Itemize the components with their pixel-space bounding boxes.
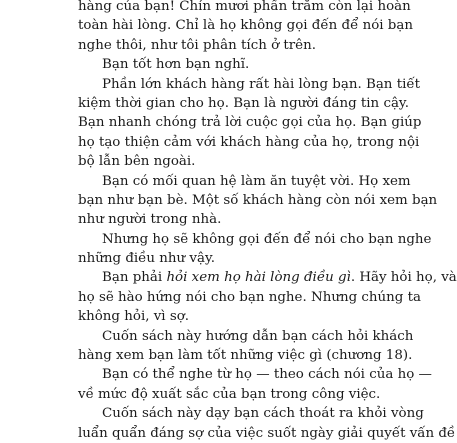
emphasis-text: hỏi xem họ hài lòng điều gì <box>166 270 351 286</box>
text-line-22: Cuốn sách này dạy bạn cách thoát ra khỏi vòng <box>102 406 424 422</box>
text-line-11: bạn như bạn bè. Một số khách hàng còn nói xem bạn <box>78 192 438 208</box>
text-line-15-post: . Hãy hỏi họ, và <box>350 270 457 286</box>
text-line-16: họ sẽ hào hứng nói cho bạn nghe. Nhưng chúng ta <box>78 289 421 305</box>
text-line-18: Cuốn sách này hướng dẫn bạn cách hỏi khách <box>102 328 414 344</box>
text-line-3: nghe thôi, như tôi phân tích ở trên. <box>78 37 316 53</box>
text-line-19: hàng xem bạn làm tốt những việc gì (chương 18). <box>78 348 413 364</box>
text-line-6: kiệm thời gian cho họ. Bạn là người đáng tin cậy. <box>78 95 409 111</box>
text-line-23: luẩn quẩn đáng sợ của việc suốt ngày giải quyết vấn đề <box>78 425 456 441</box>
text-line-4: Bạn tốt hơn bạn nghĩ. <box>102 57 250 73</box>
text-line-7: Bạn nhanh chóng trả lời cuộc gọi của họ. Bạn giúp <box>78 115 422 131</box>
text-line-15-pre: Bạn phải <box>102 270 167 286</box>
page-body-text <box>78 0 457 443</box>
text-line-14: những điều như vậy. <box>78 251 216 267</box>
text-line-17: không hỏi, vì sợ. <box>78 309 190 325</box>
text-line-21: về mức độ xuất sắc của bạn trong công việc. <box>78 386 381 402</box>
text-line-5: Phần lớn khách hàng rất hài lòng bạn. Bạn tiết <box>102 76 420 92</box>
text-line-10: Bạn có mối quan hệ làm ăn tuyệt vời. Họ xem <box>102 173 411 189</box>
text-line-9: bộ lẫn bên ngoài. <box>78 154 196 170</box>
text-line-1: hàng của bạn! Chín mươi phần trăm còn lại hoàn <box>78 0 411 14</box>
text-line-12: như người trong nhà. <box>78 212 222 228</box>
text-line-13: Nhưng họ sẽ không gọi đến để nói cho bạn nghe <box>102 231 432 247</box>
text-line-2: toàn hài lòng. Chỉ là họ không gọi đến để nói bạn <box>78 18 413 34</box>
text-line-8: họ tạo thiện cảm với khách hàng của họ, trong nội <box>78 134 420 150</box>
text-line-15 <box>78 268 457 287</box>
text-line-20: Bạn có thể nghe từ họ — theo cách nói của họ — <box>102 367 432 383</box>
